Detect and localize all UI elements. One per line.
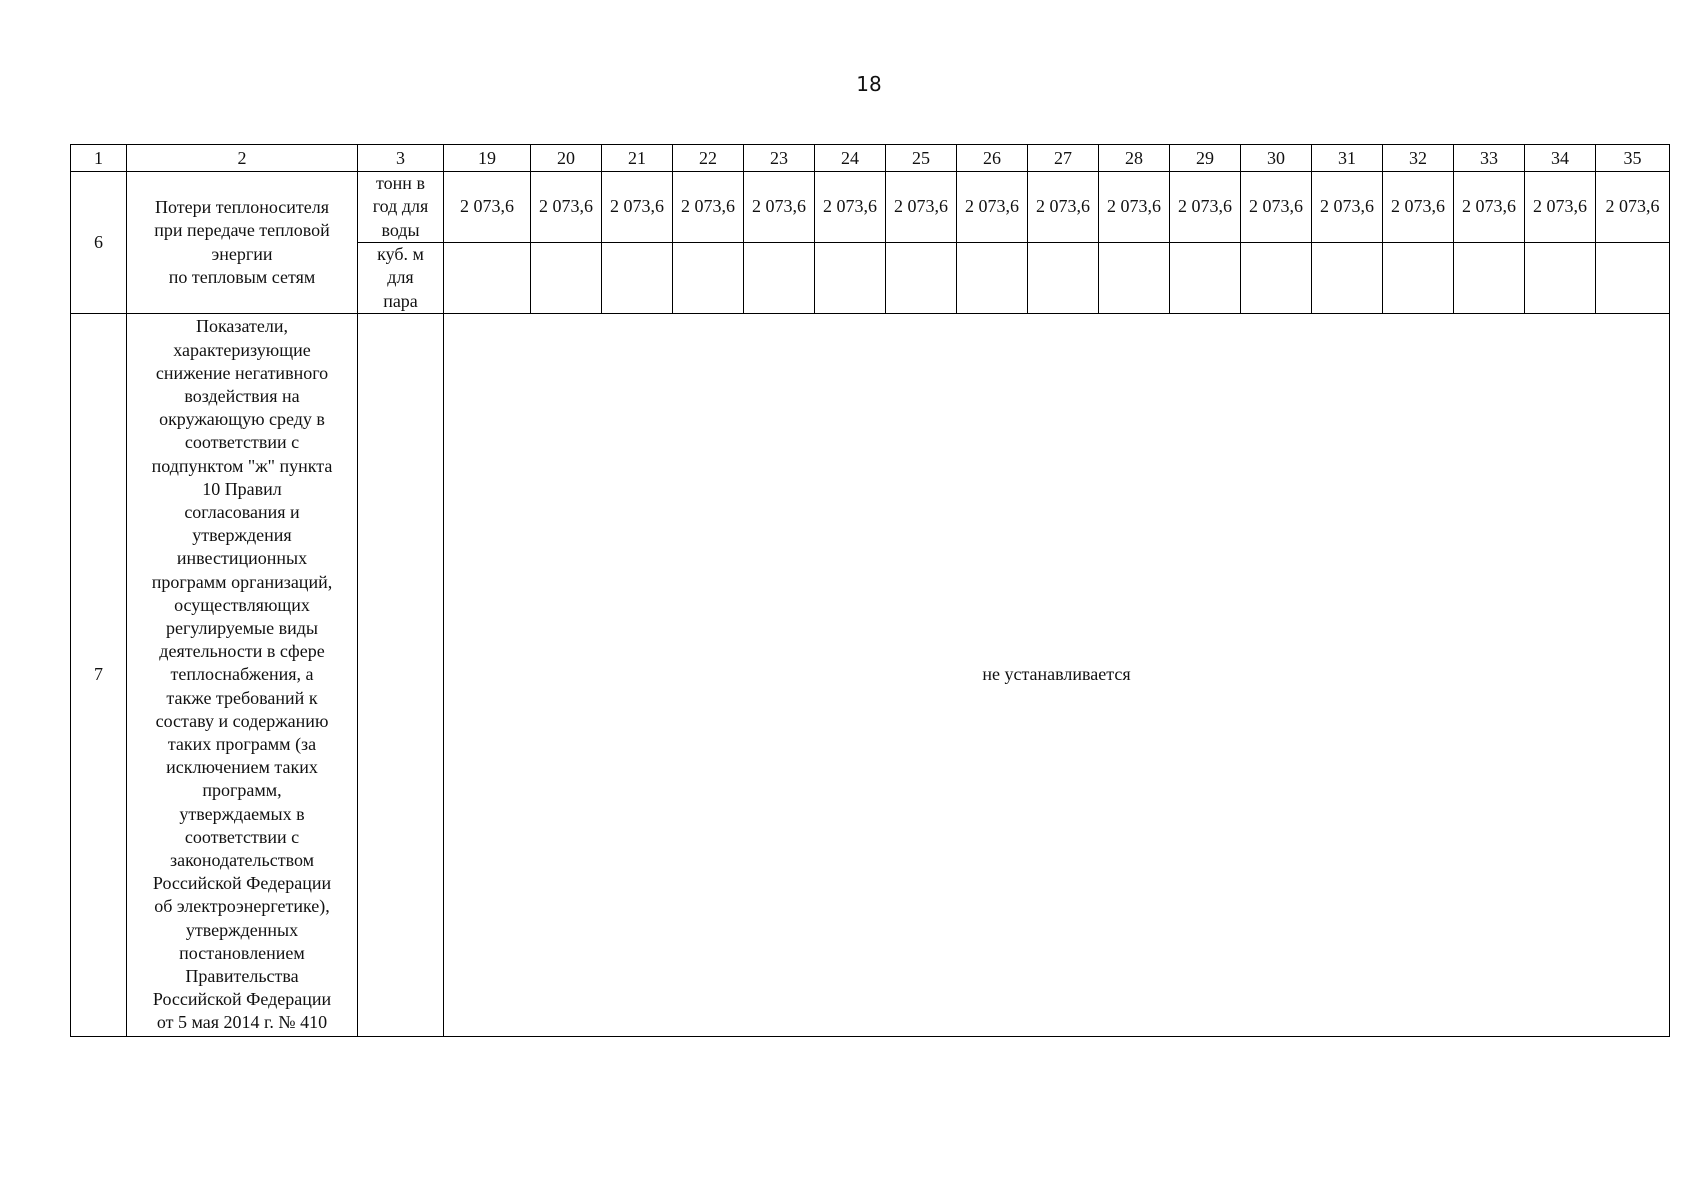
indicator-name-line: от 5 мая 2014 г. № 410	[156, 1012, 328, 1033]
indicator-name-line: при передаче тепловой	[154, 220, 330, 241]
value-cell	[1312, 243, 1383, 314]
value-cell	[1596, 243, 1670, 314]
merged-value-cell: не устанавливается	[444, 314, 1670, 1037]
indicator-name-line: воздействия на	[184, 385, 300, 406]
value-cell	[886, 243, 957, 314]
indicator-name-line: законодательством	[169, 850, 315, 871]
value-cell	[1028, 243, 1099, 314]
unit-line: куб. м	[377, 244, 424, 265]
value-cell: 2 073,6	[444, 172, 531, 243]
unit-cell	[358, 314, 444, 1037]
value-cell: 2 073,6	[673, 172, 744, 243]
indicator-name-line: соответствии с	[184, 826, 300, 847]
page-number: 18	[856, 72, 882, 96]
unit-line: пара	[383, 290, 418, 311]
indicator-name-line: составу и содержанию	[155, 710, 329, 731]
indicator-name-line: Потери теплоносителя	[154, 197, 330, 218]
indicator-name-line: подпунктом "ж" пункта	[151, 455, 333, 476]
value-cell	[444, 243, 531, 314]
header-cell: 23	[744, 145, 815, 172]
table-row	[71, 172, 1670, 243]
value-cell	[602, 243, 673, 314]
header-cell: 22	[673, 145, 744, 172]
unit-cell	[358, 243, 444, 314]
header-cell: 24	[815, 145, 886, 172]
header-cell: 27	[1028, 145, 1099, 172]
value-cell: 2 073,6	[744, 172, 815, 243]
indicator-name-line: утверждаемых в	[179, 803, 305, 824]
value-cell	[1170, 243, 1241, 314]
value-cell: 2 073,6	[1241, 172, 1312, 243]
indicator-name-line: утвержденных	[185, 919, 299, 940]
header-cell: 21	[602, 145, 673, 172]
indicator-name-line: 10 Правил	[202, 478, 282, 499]
value-cell	[1099, 243, 1170, 314]
indicator-name-line: программ,	[202, 780, 282, 801]
indicator-name-line: программ организаций,	[151, 571, 333, 592]
unit-line: для	[387, 267, 414, 288]
header-cell: 34	[1525, 145, 1596, 172]
indicator-name-line: согласования и	[184, 501, 300, 522]
indicator-name-line: по тепловым сетям	[168, 266, 316, 287]
value-cell: 2 073,6	[602, 172, 673, 243]
header-cell: 3	[358, 145, 444, 172]
value-cell: 2 073,6	[1454, 172, 1525, 243]
value-cell	[957, 243, 1028, 314]
value-cell	[1383, 243, 1454, 314]
value-cell: 2 073,6	[1312, 172, 1383, 243]
indicator-name-line: осуществляющих	[174, 594, 310, 615]
value-cell: 2 073,6	[1170, 172, 1241, 243]
indicator-name-line: таких программ (за	[167, 734, 317, 754]
header-cell: 26	[957, 145, 1028, 172]
header-cell: 30	[1241, 145, 1312, 172]
value-cell: 2 073,6	[1525, 172, 1596, 243]
row-number: 7	[71, 314, 127, 1037]
indicator-name-line: Правительства	[185, 966, 299, 987]
indicators-table	[70, 144, 1670, 1037]
value-cell	[815, 243, 886, 314]
indicator-name-line: Российской Федерации	[152, 873, 332, 894]
indicator-name-line: исключением таких	[166, 757, 318, 778]
header-cell: 19	[444, 145, 531, 172]
value-cell	[1454, 243, 1525, 314]
header-cell: 2	[127, 145, 358, 172]
value-cell: 2 073,6	[1099, 172, 1170, 243]
indicator-name-line: инвестиционных	[176, 548, 308, 569]
header-cell: 31	[1312, 145, 1383, 172]
value-cell: 2 073,6	[531, 172, 602, 243]
value-cell: 2 073,6	[1028, 172, 1099, 243]
row-number: 6	[71, 172, 127, 314]
indicator-name	[127, 172, 358, 314]
value-cell: 2 073,6	[1596, 172, 1670, 243]
header-cell: 32	[1383, 145, 1454, 172]
value-cell	[1241, 243, 1312, 314]
value-cell	[531, 243, 602, 314]
indicator-name-line: теплоснабжения, а	[170, 664, 314, 685]
header-cell: 33	[1454, 145, 1525, 172]
indicator-name-line: регулируемые виды	[165, 617, 319, 638]
header-row	[71, 145, 1670, 172]
indicator-name-line: энергии	[211, 243, 273, 264]
value-cell: 2 073,6	[1383, 172, 1454, 243]
indicator-name-line: характеризующие	[173, 339, 311, 360]
indicator-name	[127, 314, 358, 1037]
header-cell: 1	[71, 145, 127, 172]
value-cell	[1525, 243, 1596, 314]
indicator-name-line: об электроэнергетике),	[154, 896, 330, 917]
value-cell: 2 073,6	[957, 172, 1028, 243]
value-cell	[744, 243, 815, 314]
value-cell: 2 073,6	[815, 172, 886, 243]
indicator-name-line: снижение негативного	[155, 362, 329, 383]
indicator-name-line: утверждения	[192, 525, 292, 546]
header-cell: 28	[1099, 145, 1170, 172]
indicator-name-line: Российской Федерации	[152, 989, 332, 1010]
indicator-name-line: Показатели,	[195, 316, 289, 337]
unit-line: воды	[381, 219, 420, 240]
indicator-name-line: деятельности в сфере	[159, 641, 325, 662]
header-cell: 25	[886, 145, 957, 172]
header-cell: 29	[1170, 145, 1241, 172]
header-cell: 35	[1596, 145, 1670, 172]
value-cell: 2 073,6	[886, 172, 957, 243]
unit-line: тонн в	[376, 173, 425, 194]
indicator-name-line: окружающую среду в	[159, 409, 325, 430]
unit-line: год для	[372, 196, 429, 217]
value-cell	[673, 243, 744, 314]
header-cell: 20	[531, 145, 602, 172]
indicator-name-line: постановлением	[179, 942, 305, 963]
table-row	[71, 314, 1670, 1037]
unit-cell	[358, 172, 444, 243]
indicator-name-line: соответствии с	[184, 432, 300, 453]
indicator-name-line: также требований к	[166, 687, 318, 708]
